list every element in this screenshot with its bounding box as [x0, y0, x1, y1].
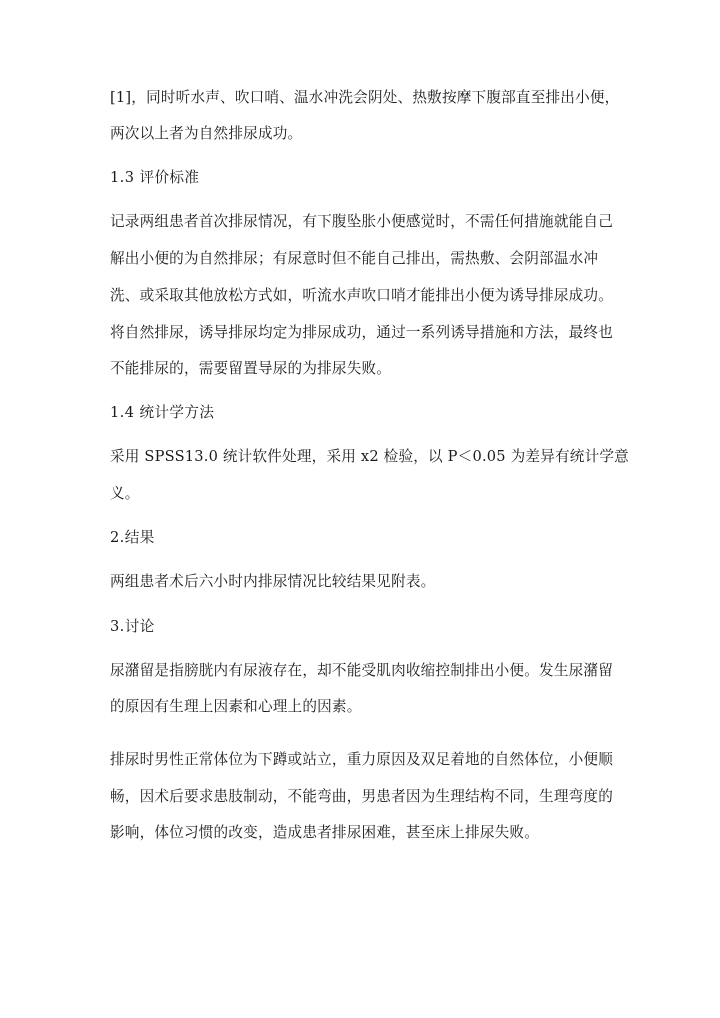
section-heading-1-4: 1.4 统计学方法 — [110, 404, 215, 421]
intro-line-2: 两次以上者为自然排尿成功。 — [110, 125, 303, 142]
section-1-3-line-2: 解出小便的为自然排尿；有尿意时但不能自己排出，需热敷、会阴部温水冲 — [110, 250, 599, 267]
section-heading-2: 2.结果 — [110, 529, 155, 546]
section-1-4-line-1: 采用 SPSS13.0 统计软件处理，采用 x2 检验，以 P＜0.05 为差异有统计学意 — [110, 448, 629, 465]
section-3-para2-line-3: 影响，体位习惯的改变，造成患者排尿困难，甚至床上排尿失败。 — [110, 824, 540, 841]
section-1-3-line-4: 将自然排尿，诱导排尿均定为排尿成功，通过一系列诱导措施和方法，最终也 — [110, 324, 613, 341]
section-3-para2-line-2: 畅，因术后要求患肢制动，不能弯曲，男患者因为生理结构不同，生理弯度的 — [110, 788, 613, 805]
section-heading-1-3: 1.3 评价标准 — [110, 169, 200, 186]
section-1-3-line-5: 不能排尿的，需要留置导尿的为排尿失败。 — [110, 360, 392, 377]
section-3-para1-line-2: 的原因有生理上因素和心理上的因素。 — [110, 698, 362, 715]
section-1-4-line-2: 义。 — [110, 485, 140, 502]
intro-line-1: [1]，同时听水声、吹口哨、温水冲洗会阴处、热敷按摩下腹部直至排出小便， — [110, 89, 620, 106]
section-heading-3: 3.讨论 — [110, 618, 155, 635]
section-1-3-line-1: 记录两组患者首次排尿情况，有下腹坠胀小便感觉时，不需任何措施就能自己 — [110, 213, 613, 230]
section-1-3-line-3: 洗、或采取其他放松方式如，听流水声吹口哨才能排出小便为诱导排尿成功。 — [110, 287, 613, 304]
section-3-para2-line-1: 排尿时男性正常体位为下蹲或站立，重力原因及双足着地的自然体位，小便顺 — [110, 751, 613, 768]
section-2-line-1: 两组患者术后六小时内排尿情况比较结果见附表。 — [110, 573, 436, 590]
section-3-para1-line-1: 尿潴留是指膀胱内有尿液存在，却不能受肌肉收缩控制排出小便。发生尿潴留 — [110, 662, 613, 679]
